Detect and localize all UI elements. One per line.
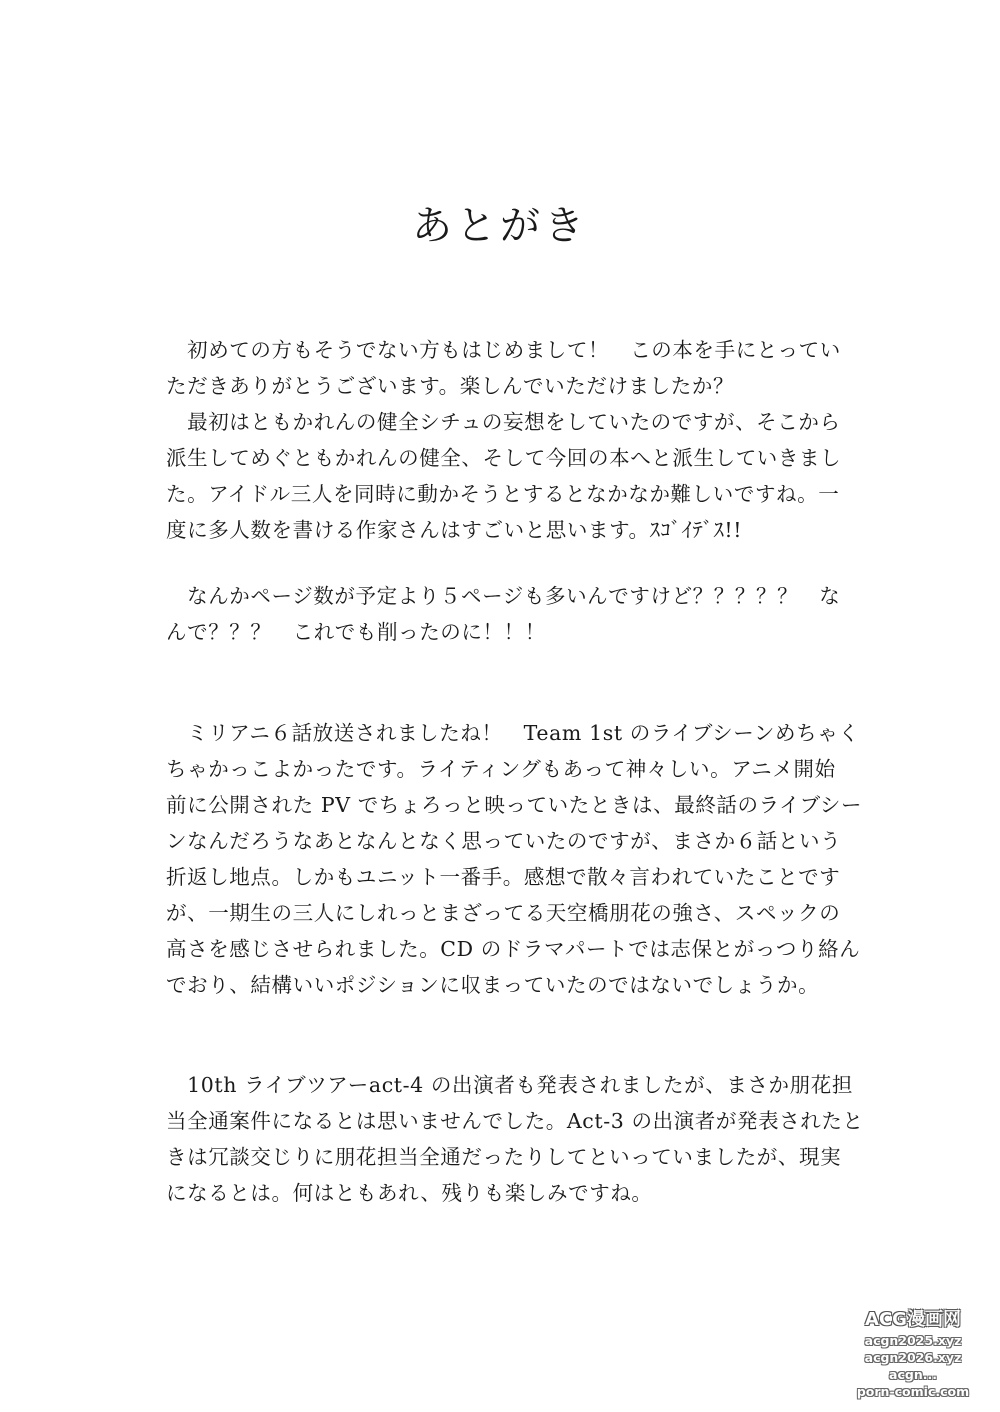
text-line: 初めての方もそうでない方もはじめまして！ この本を手にとってい — [166, 338, 841, 362]
text-line: なんかページ数が予定より５ページも多いんですけど？？？？？ な — [166, 584, 841, 608]
watermark-url: porn-comic.com — [856, 1384, 970, 1399]
text-line: ミリアニ６話放送されましたね！ Team 1st のライブシーンめちゃく — [166, 721, 860, 745]
paragraph-2 — [166, 578, 846, 650]
watermark-url: acgn2026.xyz — [864, 1350, 962, 1365]
text-line: ンなんだろうなあとなんとなく思っていたのですが、まさか６話という — [166, 829, 842, 853]
text-line: が、一期生の三人にしれっとまざってる天空橋朋花の強さ、スペックの — [166, 901, 841, 925]
paragraph-3 — [166, 715, 863, 1003]
text-line: きは冗談交じりに朋花担当全通だったりしてといっていましたが、現実 — [166, 1145, 842, 1169]
watermark-title: ACG漫画网 — [865, 1309, 961, 1330]
text-line: た。アイドル三人を同時に動かそうとするとなかなか難しいですね。一 — [166, 482, 840, 506]
text-line: ただきありがとうございます。楽しんでいただけましたか？ — [166, 374, 735, 398]
text-line: 折返し地点。しかもユニット一番手。感想で散々言われていたことです — [166, 865, 841, 889]
paragraph-4 — [166, 1067, 864, 1211]
text-line: 度に多人数を書ける作家さんはすごいと思います。ｽｺﾞｲﾃﾞｽ!! — [166, 518, 743, 542]
text-line: 最初はともかれんの健全シチュの妄想をしていたのですが、そこから — [166, 410, 841, 434]
paragraph-1 — [166, 332, 846, 548]
text-line: 高さを感じさせられました。CD のドラマパートでは志保とがっつり絡ん — [166, 937, 861, 961]
text-line: でおり、結構いいポジションに収まっていたのではないでしょうか。 — [166, 973, 820, 997]
text-line: んで？？？ これでも削ったのに！！！ — [166, 620, 546, 644]
text-line: 派生してめぐともかれんの健全、そして今回の本へと派生していきまし — [166, 446, 842, 470]
watermark-url: acgn2025.xyz — [864, 1333, 962, 1348]
watermark — [846, 1308, 980, 1400]
text-line: ちゃかっこよかったです。ライティングもあって神々しい。アニメ開始 — [166, 757, 836, 781]
watermark-url: acgn... — [889, 1367, 937, 1382]
text-line: 当全通案件になるとは思いませんでした。Act-3 の出演者が発表されたと — [166, 1109, 864, 1133]
text-line: になるとは。何はともあれ、残りも楽しみですね。 — [166, 1181, 653, 1205]
text-line: 前に公開された PV でちょろっと映っていたときは、最終話のライブシー — [166, 793, 863, 817]
text-line: 10th ライブツアーact-4 の出演者も発表されましたが、まさか朋花担 — [166, 1073, 853, 1097]
page-title: あとがき — [412, 203, 588, 249]
